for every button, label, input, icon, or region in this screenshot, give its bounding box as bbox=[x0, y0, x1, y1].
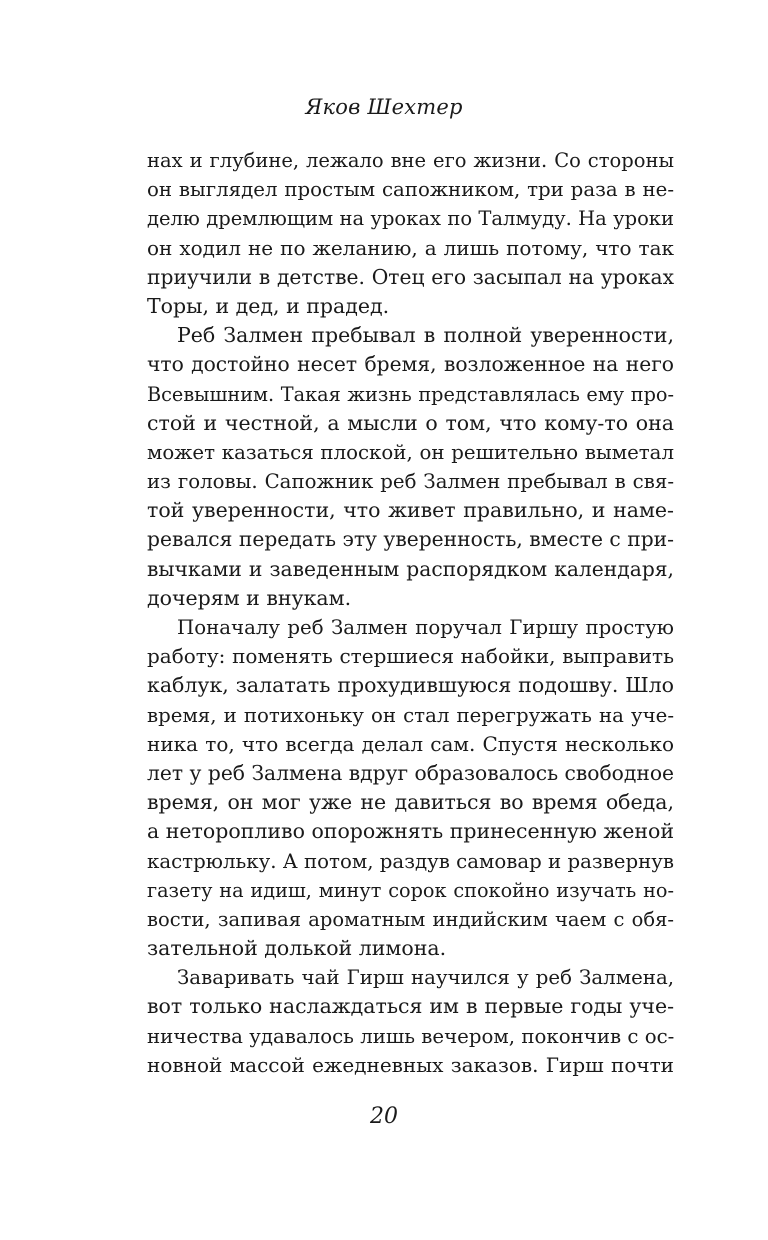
text-line: Торы, и дед, и прадед. bbox=[147, 293, 390, 318]
text-line: той уверенности, что живет правильно, и наме- bbox=[147, 498, 674, 523]
text-line: Всевышним. Такая жизнь представлялась ему про- bbox=[147, 382, 674, 406]
paragraph-1 bbox=[147, 146, 674, 321]
text-line: из головы. Сапожник реб Залмен пребывал в свя- bbox=[147, 470, 674, 494]
text-line: ревался передать эту уверенность, вместе с при- bbox=[147, 527, 674, 552]
page-number: 20 bbox=[370, 1104, 398, 1129]
text-line: что достойно несет бремя, возложенное на него bbox=[147, 352, 674, 377]
text-line: может казаться плоской, он решительно выметал bbox=[147, 440, 674, 464]
paragraph-2 bbox=[147, 321, 674, 613]
text-line: стой и честной, а мысли о том, что кому-то она bbox=[147, 410, 674, 435]
text-line: ника то, что всегда делал сам. Спустя несколько bbox=[147, 731, 674, 756]
text-line: он выглядел простым сапожником, три раза в не- bbox=[147, 178, 674, 202]
text-line: вости, запивая ароматным индийским чаем с обя- bbox=[147, 907, 674, 931]
text-line: Реб Залмен пребывал в полной уверенности, bbox=[177, 323, 674, 348]
text-line: газету на идиш, минут сорок спокойно изучать но- bbox=[147, 878, 674, 902]
text-line: время, он мог уже не давиться во время обеда, bbox=[147, 790, 674, 815]
text-line: делю дремлющим на уроках по Талмуду. На уроки bbox=[147, 207, 674, 231]
running-header-author: Яков Шехтер bbox=[305, 95, 463, 119]
text-line: зательной долькой лимона. bbox=[147, 936, 447, 961]
text-line: дочерям и внукам. bbox=[147, 585, 352, 610]
text-line: каблук, залатать прохудившуюся подошву. Шло bbox=[147, 673, 674, 698]
text-line: время, и потихоньку он стал перегружать на уче- bbox=[147, 703, 674, 727]
text-line: нах и глубине, лежало вне его жизни. Со стороны bbox=[147, 149, 674, 172]
text-line: Поначалу реб Залмен поручал Гиршу простую bbox=[177, 616, 674, 639]
body-text bbox=[147, 146, 674, 1080]
text-line: вот только наслаждаться им в первые годы уче- bbox=[147, 994, 674, 1019]
text-line: работу: поменять стершиеся набойки, выправить bbox=[147, 644, 674, 669]
text-line: ничества удавалось лишь вечером, покончив с ос- bbox=[147, 1024, 675, 1048]
paragraph-4 bbox=[147, 963, 674, 1080]
text-line: вычками и заведенным распорядком календаря, bbox=[147, 556, 674, 581]
paragraph-3 bbox=[147, 613, 674, 963]
text-line: новной массой ежедневных заказов. Гирш почти bbox=[147, 1052, 674, 1077]
text-line: лет у реб Залмена вдруг образовалось свободное bbox=[147, 760, 674, 785]
text-line: а неторопливо опорожнять принесенную женой bbox=[147, 819, 674, 844]
text-line: он ходил не по желанию, а лишь потому, что так bbox=[147, 235, 674, 260]
text-line: Заваривать чай Гирш научился у реб Залмена, bbox=[177, 966, 674, 990]
text-line: приучили в детстве. Отец его засыпал на уроках bbox=[147, 264, 674, 289]
text-line: кастрюльку. А потом, раздув самовар и развернув bbox=[147, 849, 675, 873]
